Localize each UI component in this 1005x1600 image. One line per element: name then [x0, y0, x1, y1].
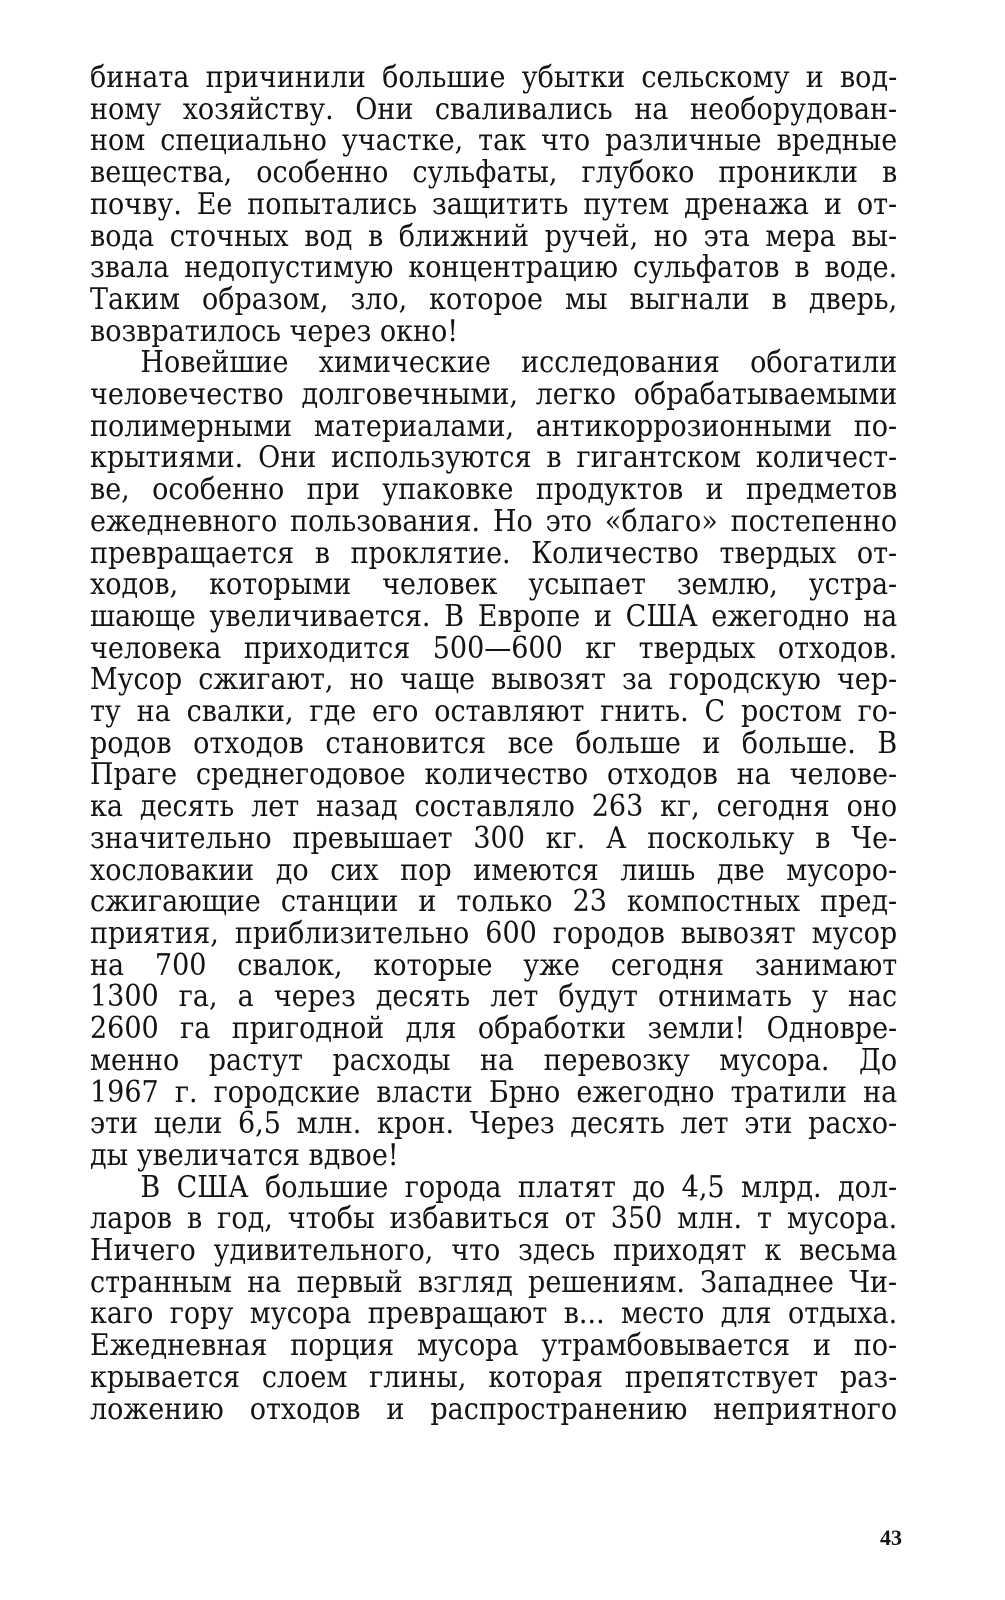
text-line: крывается слоем глины, которая препятствует раз-	[90, 1359, 898, 1395]
text-line: вода сточных вод в ближний ручей, но эта мера вы-	[90, 218, 898, 254]
paragraph-1	[90, 62, 898, 347]
text-line: Мусор сжигают, но чаще вывозят за городскую чер-	[90, 662, 898, 698]
text-line: звала недопустимую концентрацию сульфатов в воде.	[90, 250, 898, 286]
text-line: ежедневного пользования. Но это «благо» постепенно	[90, 503, 898, 539]
text-line: ларов в год, чтобы избавиться от 350 млн. т мусора.	[90, 1201, 898, 1237]
text-line: родов отходов становится все больше и больше. В	[90, 725, 898, 761]
text-line: 2600 га пригодной для обработки земли! Одновре-	[90, 1011, 898, 1047]
text-line: вещества, особенно сульфаты, глубоко проникли в	[90, 155, 898, 191]
text-line: Таким образом, зло, которое мы выгнали в дверь,	[90, 281, 898, 317]
text-line: на 700 свалок, которые уже сегодня занимают	[90, 947, 898, 983]
text-line: приятия, приблизительно 600 городов вывозят мусор	[90, 915, 898, 951]
paragraph-3	[90, 1169, 898, 1427]
text-line: сжигающие станции и только 23 компостных пред-	[90, 884, 898, 920]
text-line: ном специально участке, так что различные вредные	[90, 123, 898, 159]
text-line: ложению отходов и распространению неприятного	[90, 1391, 898, 1427]
text-line: превращается в проклятие. Количество твердых от-	[90, 535, 898, 571]
text-line: полимерными материалами, антикоррозионными по-	[90, 408, 898, 444]
text-line: 1967 г. городские власти Брно ежегодно тратили на	[90, 1074, 898, 1110]
text-line: человека приходится 500—600 кг твердых отходов.	[90, 630, 898, 666]
text-line: 1300 га, а через десять лет будут отнимать у нас	[90, 979, 898, 1015]
text-line: Праге среднегодовое количество отходов на челове-	[90, 757, 898, 793]
text-line: Ежедневная порция мусора утрамбовывается и по-	[90, 1328, 898, 1364]
text-line: возвратилось через окно!	[90, 313, 459, 349]
text-line: ходов, которыми человек усыпает землю, устра-	[90, 567, 898, 603]
text-line: значительно превышает 300 кг. А поскольку в Че-	[90, 820, 898, 856]
text-line: менно растут расходы на перевозку мусора. До	[90, 1042, 898, 1078]
page-number: 43	[880, 1525, 902, 1550]
text-line: крытиями. Они используются в гигантском количест-	[90, 440, 898, 476]
text-line: странным на первый взгляд решениям. Западнее Чи-	[90, 1264, 898, 1300]
text-line: ка десять лет назад составляло 263 кг, сегодня оно	[90, 789, 898, 825]
text-line: эти цели 6,5 млн. крон. Через десять лет эти расхо-	[90, 1106, 898, 1142]
text-line: хословакии до сих пор имеются лишь две мусоро-	[90, 852, 898, 888]
text-line: человечество долговечными, легко обрабатываемыми	[90, 377, 898, 413]
text-line: каго гору мусора превращают в... место для отдыха.	[90, 1296, 898, 1332]
text-line: Новейшие химические исследования обогатили	[140, 345, 898, 381]
text-line: ды увеличатся вдвое!	[90, 1137, 399, 1173]
text-line: бината причинили большие убытки сельскому и вод-	[90, 60, 898, 95]
text-line: ве, особенно при упаковке продуктов и предметов	[90, 472, 898, 508]
text-line: почву. Ее попытались защитить путем дренажа и от-	[90, 186, 898, 222]
text-line: ному хозяйству. Они сваливались на необорудован-	[90, 91, 898, 127]
text-line: В США большие города платят до 4,5 млрд. дол-	[140, 1169, 898, 1205]
text-line: шающе увеличивается. В Европе и США ежегодно на	[90, 598, 898, 634]
text-line: ту на свалки, где его оставляют гнить. С ростом го-	[90, 694, 898, 730]
book-page-body	[90, 62, 898, 1425]
paragraph-2	[90, 347, 898, 1171]
text-line: Ничего удивительного, что здесь приходят к весьма	[90, 1233, 898, 1269]
